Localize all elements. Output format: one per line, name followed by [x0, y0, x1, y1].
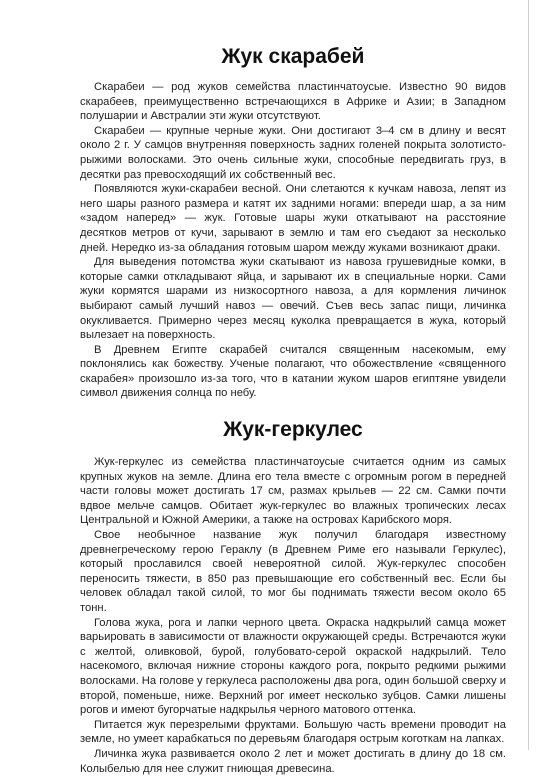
- paragraph: Появляются жуки-скарабеи весной. Они слетаются к кучкам навоза, лепят из него шары разного размера и катят их задними ногами: впереди шар, а за ним «задом наперед» — жук. Готовые шары жуки откатывают на расстояние десятков метров от кучи, зарывают в землю и там его съедают за несколько дней. Нередко из-за обладания готовым шаром между жуками возникают драки.: [80, 183, 506, 254]
- section-scarab: [80, 44, 506, 401]
- page-edge-divider: [528, 0, 529, 750]
- section-hercules: [80, 417, 506, 776]
- paragraph: Скарабеи — крупные черные жуки. Они достигают 3–4 см в длину и весят около 2 г. У самцов внутренняя поверхность задних голеней покрыта золотисто-рыжими волосками. Это очень сильные жуки, способные передвигать груз, в десятки раз превосходящий их собственный вес.: [80, 124, 506, 181]
- paragraph: Жук-геркулес из семейства пластинчатоусые считается одним из самых крупных жуков на земле. Длина его тела вместе с огромным рогом в передней части головы может достигать 17 см, размах крыльев — 22 см. Самки почти вдвое мельче самцов. Обитает жук-геркулес во влажных тропических лесах Центральной и Южной Америки, а также на островах Карибского моря.: [80, 456, 506, 527]
- article-body: [80, 34, 506, 776]
- paragraph: Для выведения потомства жуки скатывают из навоза грушевидные комки, в которые самки откладывают яйца, и зарывают их в специальные норки. Сами жуки кормятся шарами из низкосортного навоза, а для кормления личинок выбирают самый лучший навоз — овечий. Съев весь запас пищи, личинка окукливается. Примерно через месяц куколка превращается в жука, который вылезает на поверхность.: [80, 256, 506, 342]
- paragraph: В Древнем Египте скарабей считался священным насекомым, ему поклонялись как божеству. Ученые полагают, что обожествление «священного скарабея» произошло из-за того, что в катании жуком шаров египтяне увидели символ движения солнца по небу.: [80, 343, 506, 400]
- section-title-scarab: Жук скарабей: [221, 45, 365, 68]
- paragraph: Питается жук перезрелыми фруктами. Большую часть времени проводит на земле, но умеет карабкаться по деревьям благодаря острым коготкам на лапках.: [80, 718, 506, 746]
- paragraph: Личинка жука развивается около 2 лет и может достигать в длину до 18 см. Колыбелью для нее служит гниющая древесина.: [80, 747, 506, 775]
- paragraph: Голова жука, рога и лапки черного цвета. Окраска надкрылий самца может варьировать в зависимости от влажности окружающей среды. Встречаются жуки с желтой, оливковой, бурой, голубовато-серой окраской надкрылий. Тело насекомого, включая нижние стороны каждого рога, покрыто редкими рыжими волосками. На голове у геркулеса расположены два рога, один большой сверху и второй, поменьше, ниже. Верхний рог имеет несколько зубцов. Самки лишены рогов и имеют бугорчатые надкрылья черного матового оттенка.: [80, 616, 506, 717]
- paragraph: Свое необычное название жук получил благодаря известному древнегреческому герою Гераклу (в Древнем Риме его называли Геркулес), который прославился своей невероятной силой. Жук-геркулес способен переносить тяжести, в 850 раз превышающие его собственный вес. Если бы человек обладал такой силой, то мог бы поднимать тяжести весом около 65 тонн.: [80, 529, 506, 614]
- section-title-hercules: Жук-геркулес: [223, 418, 363, 442]
- paragraph: Скарабеи — род жуков семейства пластинчатоусые. Известно 90 видов скарабеев, преимущественно встречающихся в Африке и Азии; в Западном полушарии и Австралии эти жуки отсутствуют.: [80, 81, 506, 123]
